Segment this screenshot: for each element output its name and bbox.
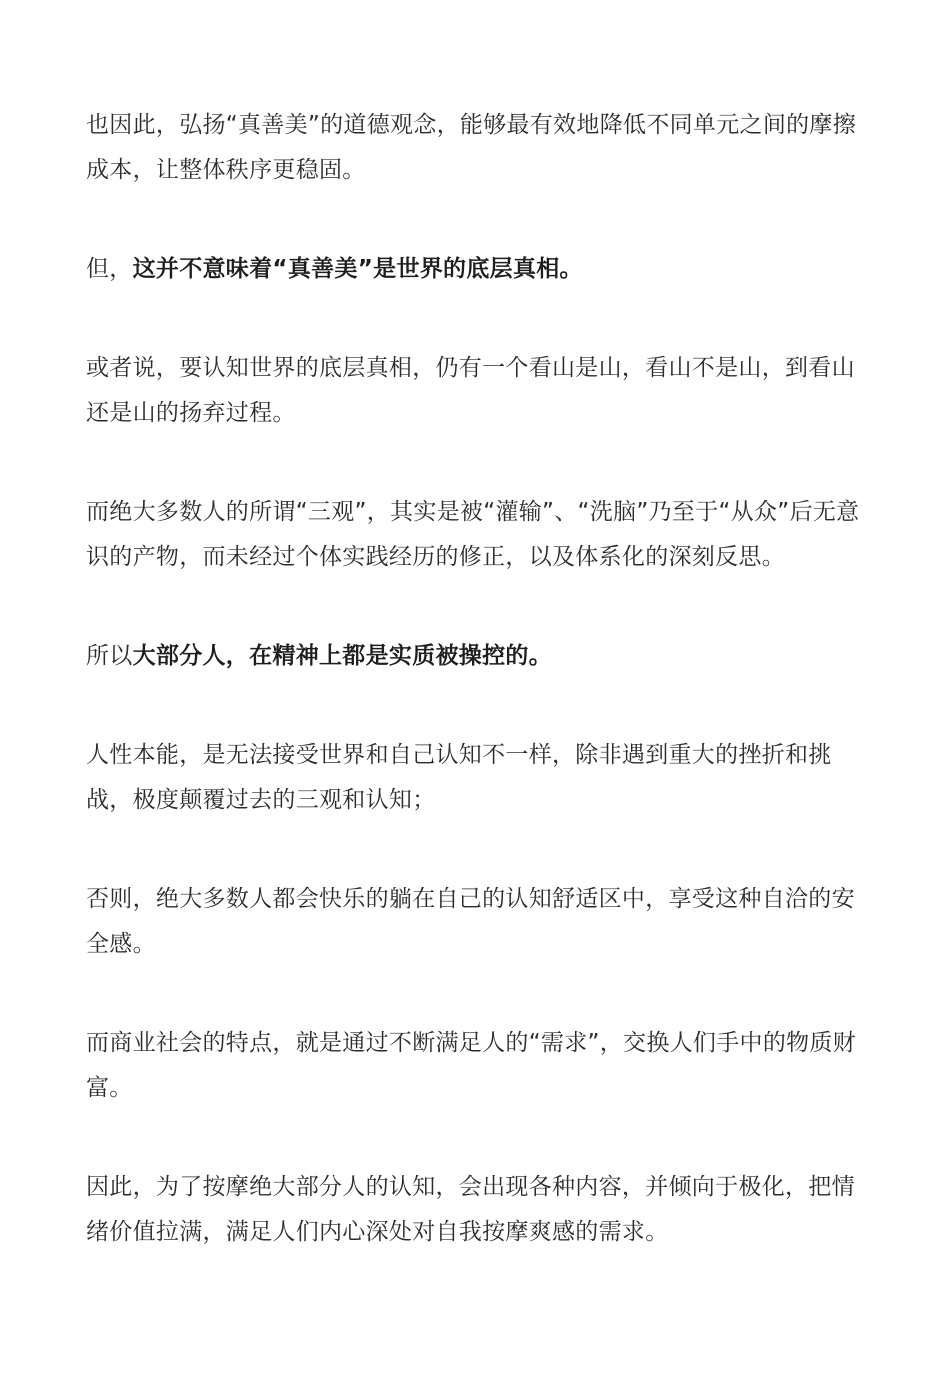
paragraph-9 bbox=[86, 1165, 866, 1255]
paragraph-6 bbox=[86, 733, 866, 823]
paragraph-text: 而绝大多数人的所谓“三观”，其实是被“灌输”、“洗脑”乃至于“从众”后无意识的产物，而未经过个体实践经历的修正，以及体系化的深刻反思。 bbox=[86, 499, 860, 570]
paragraph-text: 但， bbox=[86, 256, 133, 282]
paragraph-text: 或者说，要认知世界的底层真相，仍有一个看山是山，看山不是山，到看山还是山的扬弃过程。 bbox=[86, 355, 855, 426]
paragraph-bold-text: 大部分人，在精神上都是实质被操控的。 bbox=[132, 643, 553, 669]
paragraph-1 bbox=[86, 103, 866, 193]
article-body bbox=[86, 103, 866, 1309]
paragraph-text: 否则，绝大多数人都会快乐的躺在自己的认知舒适区中，享受这种自洽的安全感。 bbox=[86, 886, 855, 957]
paragraph-4 bbox=[86, 490, 866, 580]
paragraph-text: 人性本能，是无法接受世界和自己认知不一样，除非遇到重大的挫折和挑战，极度颠覆过去的三观和认知； bbox=[86, 742, 832, 813]
paragraph-7 bbox=[86, 877, 866, 967]
paragraph-text: 因此，为了按摩绝大部分人的认知，会出现各种内容，并倾向于极化，把情绪价值拉满，满足人们内心深处对自我按摩爽感的需求。 bbox=[86, 1174, 855, 1245]
paragraph-text: 所以 bbox=[86, 643, 133, 669]
paragraph-5 bbox=[86, 634, 866, 679]
paragraph-3 bbox=[86, 346, 866, 436]
paragraph-2 bbox=[86, 247, 866, 292]
paragraph-bold-text: 这并不意味着“真善美”是世界的底层真相。 bbox=[132, 256, 583, 282]
paragraph-8 bbox=[86, 1021, 866, 1111]
paragraph-text: 也因此，弘扬“真善美”的道德观念，能够最有效地降低不同单元之间的摩擦成本，让整体秩序更稳固。 bbox=[86, 112, 857, 183]
paragraph-text: 而商业社会的特点，就是通过不断满足人的“需求”，交换人们手中的物质财富。 bbox=[86, 1030, 857, 1101]
